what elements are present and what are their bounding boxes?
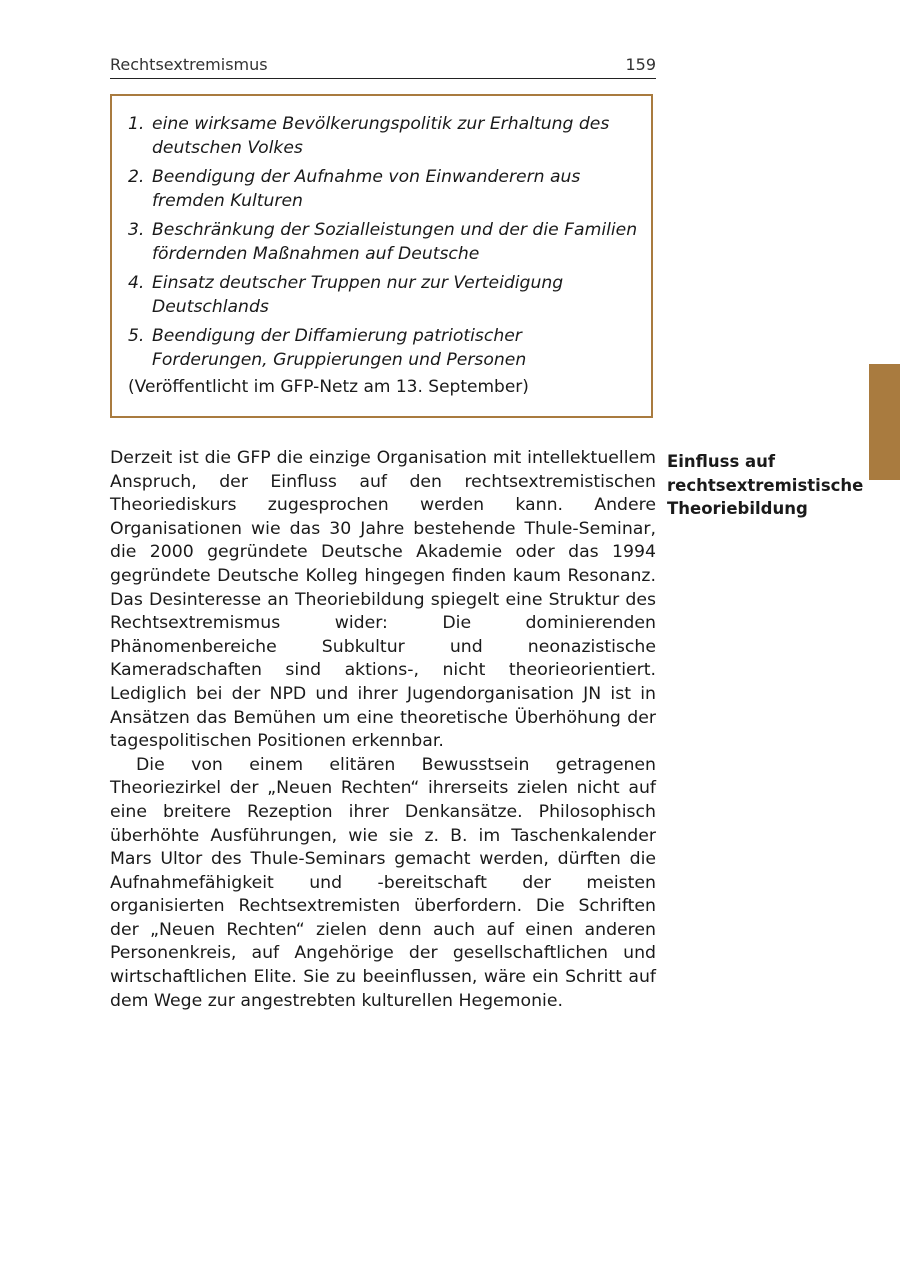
quote-box xyxy=(110,94,653,418)
chapter-tab-marker xyxy=(869,364,900,480)
box-source-note: (Veröffentlicht im GFP-Netz am 13. September) xyxy=(128,377,529,397)
body-paragraph: Derzeit ist die GFP die einzige Organisation mit intellektuellem Anspruch, der Einfluss auf den rechtsextremistischen Theoriediskurs zugesprochen werden kann. Andere Organisationen wie das 30 Jahre bestehende Thule-Seminar, die 2000 gegründete Deutsche Akademie oder das 1994 gegründete Deutsche Kolleg hingegen finden kaum Resonanz. Das Desinteresse an Theoriebildung spiegelt eine Struktur des Rechtsextremismus wider: Die dominierenden Phänomenbereiche Subkultur und neonazistische Kameradschaften sind aktions-, nicht theorieorientiert. Lediglich bei der NPD und ihrer Jugendorganisation JN ist in Ansätzen das Bemühen um eine theoretische Überhöhung der tagespolitischen Positionen erkennbar. xyxy=(110,448,656,752)
list-item xyxy=(128,325,638,372)
page-number: 159 xyxy=(625,55,656,74)
list-item-number: 1. xyxy=(128,114,145,134)
list-item xyxy=(128,219,638,266)
list-item xyxy=(128,166,638,213)
running-header xyxy=(110,52,656,79)
demands-list xyxy=(128,113,638,378)
list-item-text: Beschränkung der Sozialleistungen und der die Familien fördernden Maßnahmen auf Deutsche xyxy=(152,220,638,264)
list-item-number: 4. xyxy=(128,273,145,293)
body-paragraph: Die von einem elitären Bewusstsein getragenen Theoriezirkel der „Neuen Rechten“ ihrerseits zielen nicht auf eine breitere Rezeption ihrer Denkansätze. Philosophisch überhöhte Ausführungen, wie sie z. B. im Taschenkalender Mars Ultor des Thule-Seminars gemacht werden, dürften die Aufnahmefähigkeit und -bereitschaft der meisten organisierten Rechtsextremisten überfordern. Die Schriften der „Neuen Rechten“ zielen denn auch auf einen anderen Personenkreis, auf Angehörige der gesellschaftlichen und wirtschaftlichen Elite. Sie zu beeinflussen, wäre ein Schritt auf dem Wege zur angestrebten kulturellen Hegemonie. xyxy=(110,754,656,1011)
list-item-text: Beendigung der Diffamierung patriotischer Forderungen, Gruppierungen und Personen xyxy=(152,326,527,370)
list-item-number: 3. xyxy=(128,220,145,240)
list-item-number: 2. xyxy=(128,167,145,187)
list-item-text: eine wirksame Bevölkerungspolitik zur Erhaltung des deutschen Volkes xyxy=(152,114,610,158)
body-text xyxy=(110,447,656,1013)
list-item xyxy=(128,272,638,319)
running-title: Rechtsextremismus xyxy=(110,55,268,74)
list-item-text: Beendigung der Aufnahme von Einwanderern aus fremden Kulturen xyxy=(152,167,581,211)
margin-note: Einfluss auf rechtsextremistische Theoriebildung xyxy=(667,452,864,518)
list-item-number: 5. xyxy=(128,326,145,346)
list-item xyxy=(128,113,638,160)
list-item-text: Einsatz deutscher Truppen nur zur Verteidigung Deutschlands xyxy=(152,273,564,317)
